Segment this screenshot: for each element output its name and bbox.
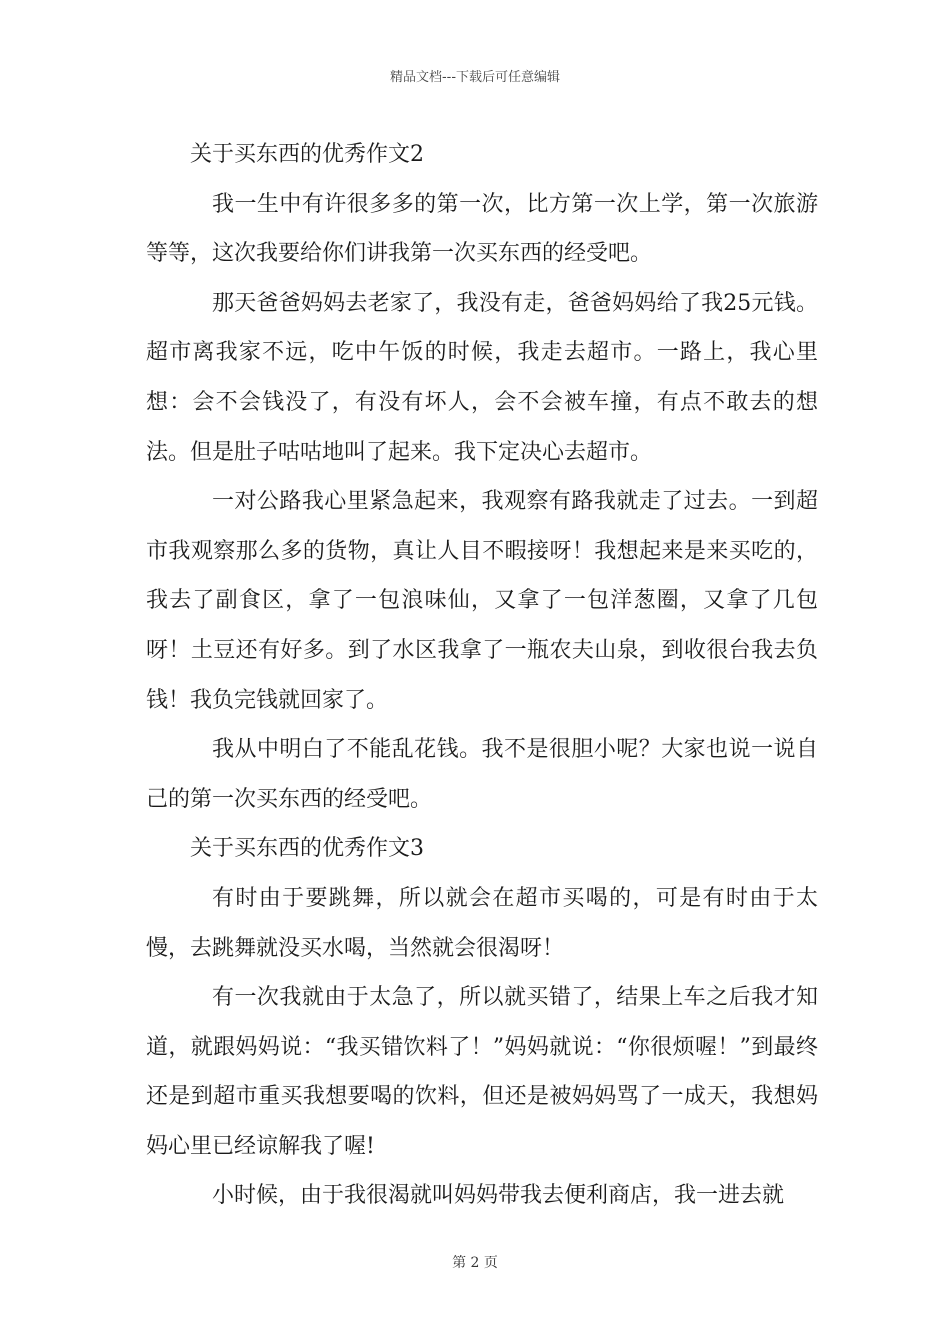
page-number: 第 2 页 [452, 1255, 498, 1271]
section-heading: 关于买东西的优秀作文3 [190, 836, 424, 862]
document-body [146, 130, 818, 1221]
page-header: 精品文档---下载后可任意编辑 [389, 70, 561, 85]
paragraph: 我一生中有许很多多的第一次，比方第一次上学，第一次旅游等等，这次我要给你们讲我第一次买东西的经受吧。 [146, 191, 818, 267]
section-heading: 关于买东西的优秀作文2 [190, 142, 424, 167]
paragraph: 有一次我就由于太急了，所以就买错了，结果上车之后我才知道，就跟妈妈说：“我买错饮料了！”妈妈就说：“你很烦喔！”到最终还是到超市重买我想要喝的饮料，但还是被妈妈骂了一成天，我想妈妈心里已经谅解我了喔! [146, 985, 818, 1159]
paragraph: 一对公路我心里紧急起来，我观察有路我就走了过去。一到超市我观察那么多的货物，真让人目不暇接呀！我想起来是来买吃的，我去了副食区，拿了一包浪味仙，又拿了一包洋葱圈，又拿了几包呀！土豆还有好多。到了水区我拿了一瓶农夫山泉，到收很台我去负钱！我负完钱就回家了。 [146, 489, 818, 713]
paragraph: 我从中明白了不能乱花钱。我不是很胆小呢？大家也说一说自己的第一次买东西的经受吧。 [146, 737, 818, 812]
paragraph: 那天爸爸妈妈去老家了，我没有走，爸爸妈妈给了我25元钱。超市离我家不远，吃中午饭的时候，我走去超市。一路上，我心里想：会不会钱没了，有没有坏人，会不会被车撞，有点不敢去的想法。但是肚子咕咕地叫了起来。我下定决心去超市。 [146, 290, 818, 465]
paragraph: 小时候，由于我很渴就叫妈妈带我去便利商店，我一进去就 [212, 1183, 785, 1209]
paragraph: 有时由于要跳舞，所以就会在超市买喝的，可是有时由于太慢，去跳舞就没买水喝，当然就会很渴呀！ [146, 885, 818, 961]
